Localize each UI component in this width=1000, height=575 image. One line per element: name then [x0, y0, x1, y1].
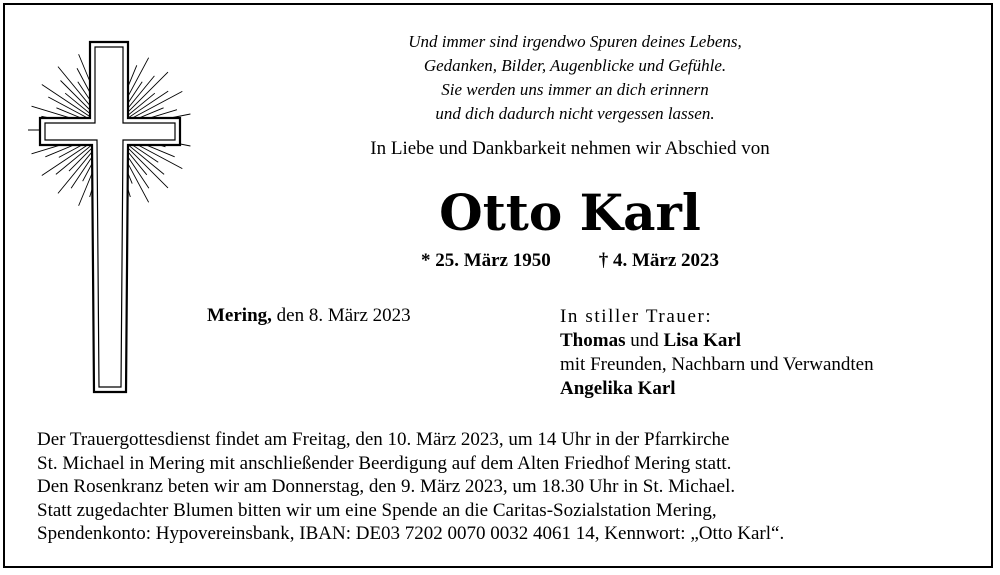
poem-line: Sie werden uns immer an dich erinnern: [441, 80, 709, 99]
cross-icon: [28, 30, 198, 400]
place: Mering,: [207, 305, 272, 326]
deceased-name: Otto Karl: [439, 183, 701, 242]
death-date: † 4. März 2023: [598, 250, 720, 271]
cross-ray: [125, 91, 168, 120]
info-line: St. Michael in Mering mit anschließender Beerdigung auf dem Alten Friedhof Mering statt.: [37, 452, 732, 474]
mourner-line: [560, 329, 874, 353]
birth-date: * 25. März 1950: [420, 250, 551, 271]
cross-ray: [124, 141, 164, 174]
place-date: [207, 305, 411, 327]
mourner-name: Thomas: [560, 330, 626, 351]
info-line: Den Rosenkranz beten wir am Donnerstag, den 9. März 2023, um 18.30 Uhr in St. Michael.: [37, 476, 736, 497]
info-line: Statt zugedachter Blumen bitten wir um eine Spende an die Caritas-Sozialstation Mering,: [37, 499, 717, 521]
info-line: Der Trauergottesdienst findet am Freitag, den 10. März 2023, um 14 Uhr in der Pfarrkirche: [37, 429, 730, 450]
cross-ray: [123, 143, 168, 188]
poem-line: Gedanken, Bilder, Augenblicke und Gefühle.: [423, 56, 727, 75]
mourners-heading: In stiller Trauer:: [560, 306, 713, 327]
mourner-name: Angelika Karl: [560, 378, 676, 399]
mourner-name: Lisa Karl: [663, 330, 742, 351]
info-line: Spendenkonto: Hypovereinsbank, IBAN: DE03 7202 0070 0032 4061 14, Kennwort: „Otto Karl“.: [37, 523, 785, 544]
cross-ray: [123, 72, 168, 117]
life-dates: [300, 250, 840, 272]
mourner-others: mit Freunden, Nachbarn und Verwandten: [560, 354, 874, 375]
intro-text: In Liebe und Dankbarkeit nehmen wir Abschied von: [370, 138, 770, 159]
poem: [330, 30, 820, 126]
mourner-line: [560, 377, 874, 401]
cross-ray: [56, 141, 96, 174]
mourner-conj: und: [625, 330, 664, 351]
poem-line: Und immer sind irgendwo Spuren deines Lebens,: [408, 32, 742, 51]
poem-line: und dich dadurch nicht vergessen lassen.: [435, 104, 715, 123]
mourners-block: [560, 305, 874, 401]
date: den 8. März 2023: [271, 305, 411, 326]
service-info: [37, 428, 977, 546]
